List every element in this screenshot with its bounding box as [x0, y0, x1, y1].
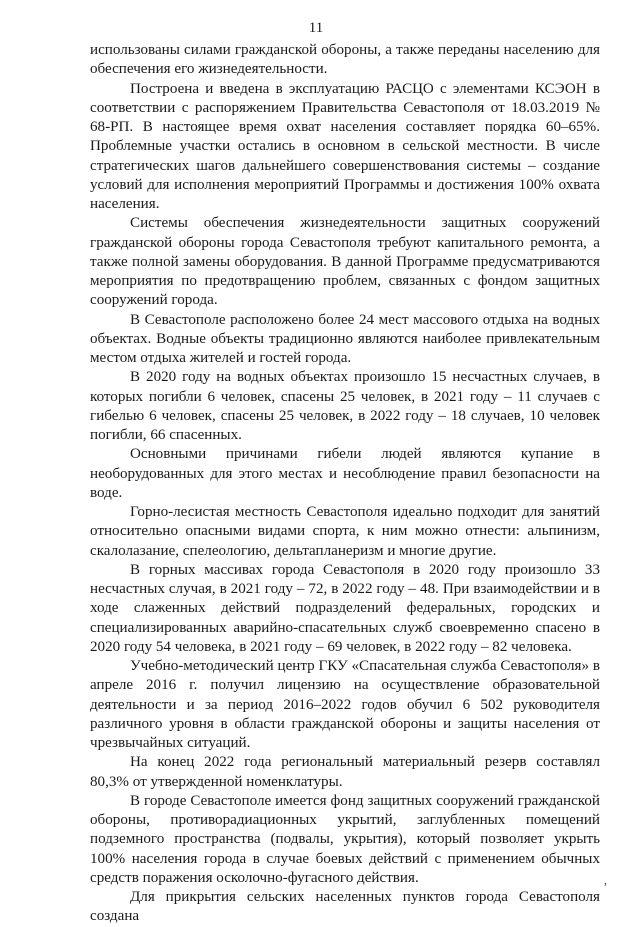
document-body — [90, 41, 600, 927]
paragraph: В Севастополе расположено более 24 мест массового отдыха на водных объектах. Водные объекты традиционно являются наиболее привлекательным местом отдыха жителей и гостей города. — [90, 311, 600, 366]
paragraph: В 2020 году на водных объектах произошло 15 несчастных случаев, в которых погибли 6 человек, спасены 25 человек, в 2021 году – 11 случаев с гибелью 6 человек, спасены 25 человек, в 2022 году – 18 случаев, 10 человек погибли, 66 спасенных. — [90, 369, 600, 443]
paragraph: использованы силами гражданской обороны, а также переданы населению для обеспечения его жизнедеятельности. — [90, 42, 600, 78]
scan-mark: , — [604, 873, 607, 887]
paragraph: Основными причинами гибели людей являются купание в необорудованных для этого местах и несоблюдение правил безопасности на воде. — [90, 446, 600, 501]
paragraph: В городе Севастополе имеется фонд защитных сооружений гражданской обороны, противорадиационных укрытий, заглубленных помещений подземного пространства (подвалы, укрытия), который позволяет укрыть 100% населения города в случае боевых действий с применением обычных средств поражения осколочно-фугасного действия. — [90, 792, 600, 886]
paragraph: Учебно-методический центр ГКУ «Спасательная служба Севастополя» в апреле 2016 г. получил лицензию на осуществление образовательной деятельности и за период 2016–2022 годов обучил 6 502 руководителя различного уровня в области гражданской обороны и защиты населения от чрезвычайных ситуаций. — [90, 658, 600, 751]
paragraph: На конец 2022 года региональный материальный резерв составлял 80,3% от утвержденной номенклатуры. — [90, 754, 600, 790]
paragraph: В горных массивах города Севастополя в 2020 году произошло 33 несчастных случая, в 2021 году – 72, в 2022 году – 48. При взаимодействии и в ходе слаженных действий подразделений федеральных, городских и специализированных аварийно-спасательных служб своевременно спасено в 2020 году 54 человека, в 2021 году – 69 человек, в 2022 году – 82 человека. — [90, 561, 600, 655]
paragraph: Горно-лесистая местность Севастополя идеально подходит для занятий относительно опасными видами спорта, к ним можно отнести: альпинизм, скалолазание, спелеологию, дельтапланеризм и многие другие. — [90, 504, 600, 559]
page-number: 11 — [308, 20, 324, 36]
paragraph: Системы обеспечения жизнедеятельности защитных сооружений гражданской обороны города Севастополя требуют капитального ремонта, а также полной замены оборудования. В данной Программе предусматриваются мероприятия по предотвращению проблем, связанных с фондом защитных сооружений города. — [90, 215, 600, 309]
paragraph: Построена и введена в эксплуатацию РАСЦО с элементами КСЭОН в соответствии с распоряжением Правительства Севастополя от 18.03.2019 № 68-РП. В настоящее время охват населения составляет порядка 60–65%. Проблемные участки остались в основном в сельской местности. В числе стратегических шагов дальнейшего совершенствования системы – создание условий для исполнения мероприятий Программы и достижения 100% охвата населения. — [90, 80, 600, 212]
paragraph: Для прикрытия сельских населенных пунктов города Севастополя создана — [90, 889, 600, 925]
